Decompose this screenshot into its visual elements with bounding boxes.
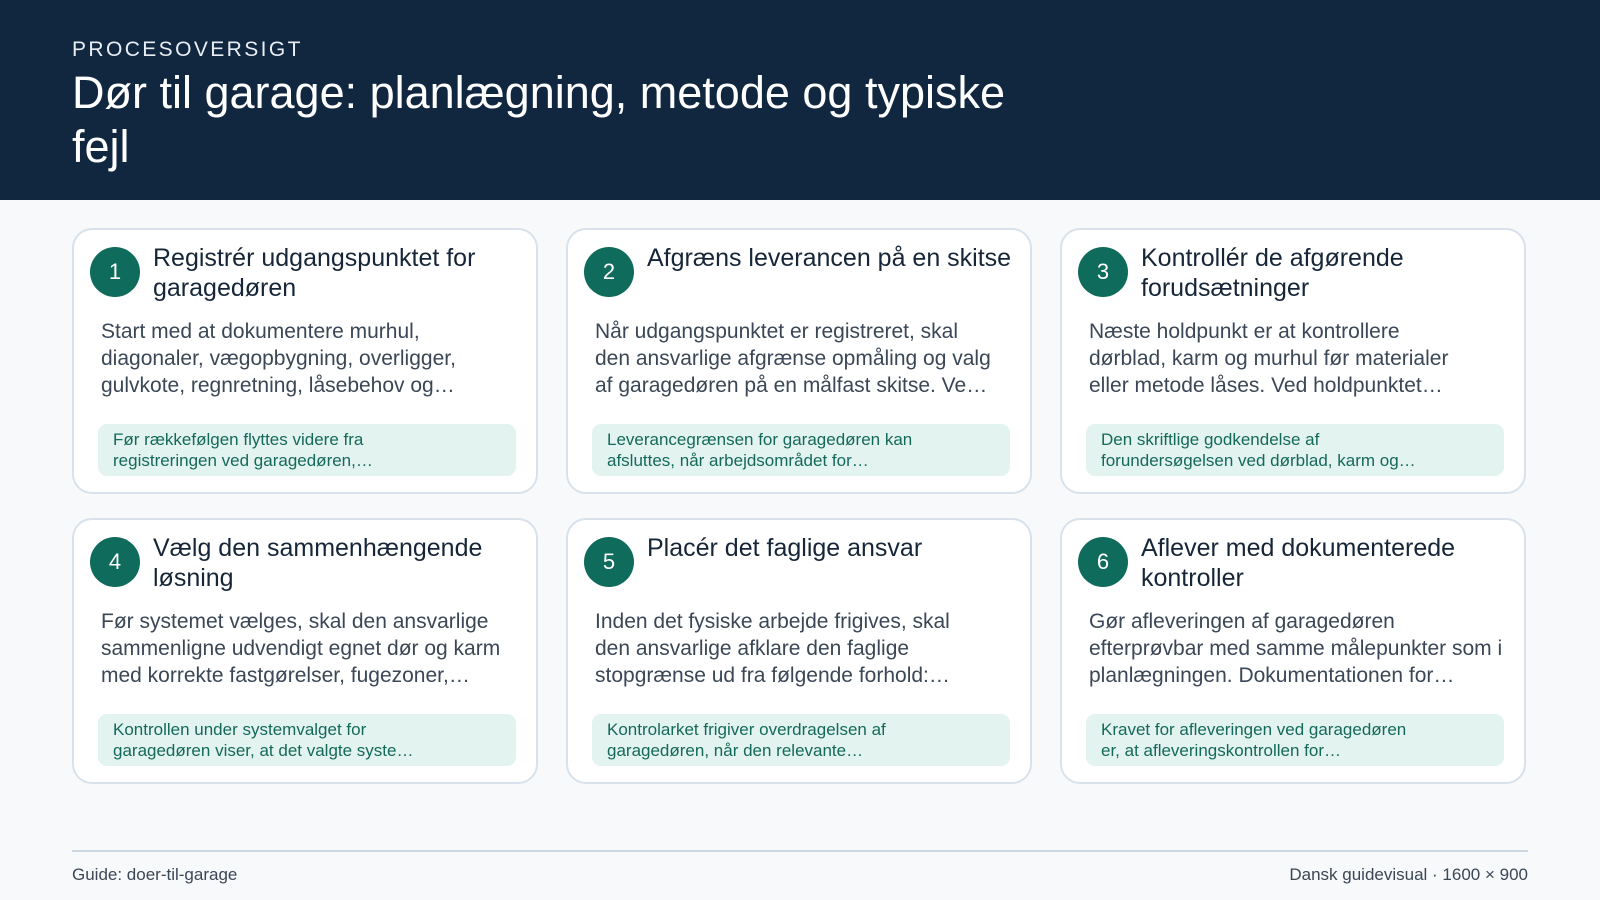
step-card-6	[1060, 518, 1526, 784]
step-card-3	[1060, 228, 1526, 494]
steps-grid	[72, 228, 1528, 784]
step-note: Før rækkefølgen flyttes videre fra registreringen ved garagedøren,…	[98, 424, 516, 476]
step-title: Vælg den sammenhængende løsning	[153, 534, 483, 592]
page-title: Dør til garage: planlægning, metode og typiske fejl	[72, 67, 1006, 172]
step-description: Gør afleveringen af garagedøren efterprøvbar med samme målepunkter som i planlægningen. Dokumentationen for…	[1089, 610, 1503, 687]
step-description: Før systemet vælges, skal den ansvarlige sammenligne udvendigt egnet dør og karm med korrekte fastgørelser, fugezoner,…	[101, 610, 501, 687]
eyebrow-label: PROCESOVERSIGT	[72, 38, 303, 61]
step-note: Kontrolarket frigiver overdragelsen af garagedøren, når den relevante…	[592, 714, 1010, 766]
footer-guide-label: Guide: doer-til-garage	[72, 865, 238, 884]
header-banner	[0, 0, 1600, 200]
step-description: Når udgangspunktet er registreret, skal den ansvarlige afgrænse opmåling og valg af garagedøren på en målfast skitse. Ve…	[595, 320, 991, 397]
step-note: Kravet for afleveringen ved garagedøren er, at afleveringskontrollen for…	[1086, 714, 1504, 766]
step-card-2	[566, 228, 1032, 494]
footer-meta-label: Dansk guidevisual · 1600 × 900	[1289, 865, 1528, 884]
step-title: Registrér udgangspunktet for garagedøren	[153, 244, 476, 302]
step-title: Aflever med dokumenterede kontroller	[1141, 534, 1456, 592]
step-note: Kontrollen under systemvalget for garagedøren viser, at det valgte syste…	[98, 714, 516, 766]
step-description: Næste holdpunkt er at kontrollere dørblad, karm og murhul før materialer eller metode låses. Ved holdpunktet…	[1089, 320, 1449, 397]
step-title: Placér det faglige ansvar	[647, 534, 923, 562]
step-card-1	[72, 228, 538, 494]
footer-divider	[72, 850, 1528, 852]
step-number-badge: 4	[90, 537, 140, 587]
step-number-badge: 1	[90, 247, 140, 297]
step-description: Start med at dokumentere murhul, diagonaler, vægopbygning, overligger, gulvkote, regnretning, låsebehov og…	[101, 320, 456, 397]
step-number-badge: 5	[584, 537, 634, 587]
step-card-5	[566, 518, 1032, 784]
step-note: Leverancegrænsen for garagedøren kan afsluttes, når arbejdsområdet for…	[592, 424, 1010, 476]
step-title: Afgræns leverancen på en skitse	[647, 244, 1012, 272]
step-card-4	[72, 518, 538, 784]
step-number-badge: 3	[1078, 247, 1128, 297]
step-description: Inden det fysiske arbejde frigives, skal den ansvarlige afklare den faglige stopgrænse ud fra følgende forhold:…	[595, 610, 950, 687]
step-title: Kontrollér de afgørende forudsætninger	[1141, 244, 1404, 302]
step-note: Den skriftlige godkendelse af forundersøgelsen ved dørblad, karm og…	[1086, 424, 1504, 476]
step-number-badge: 6	[1078, 537, 1128, 587]
step-number-badge: 2	[584, 247, 634, 297]
